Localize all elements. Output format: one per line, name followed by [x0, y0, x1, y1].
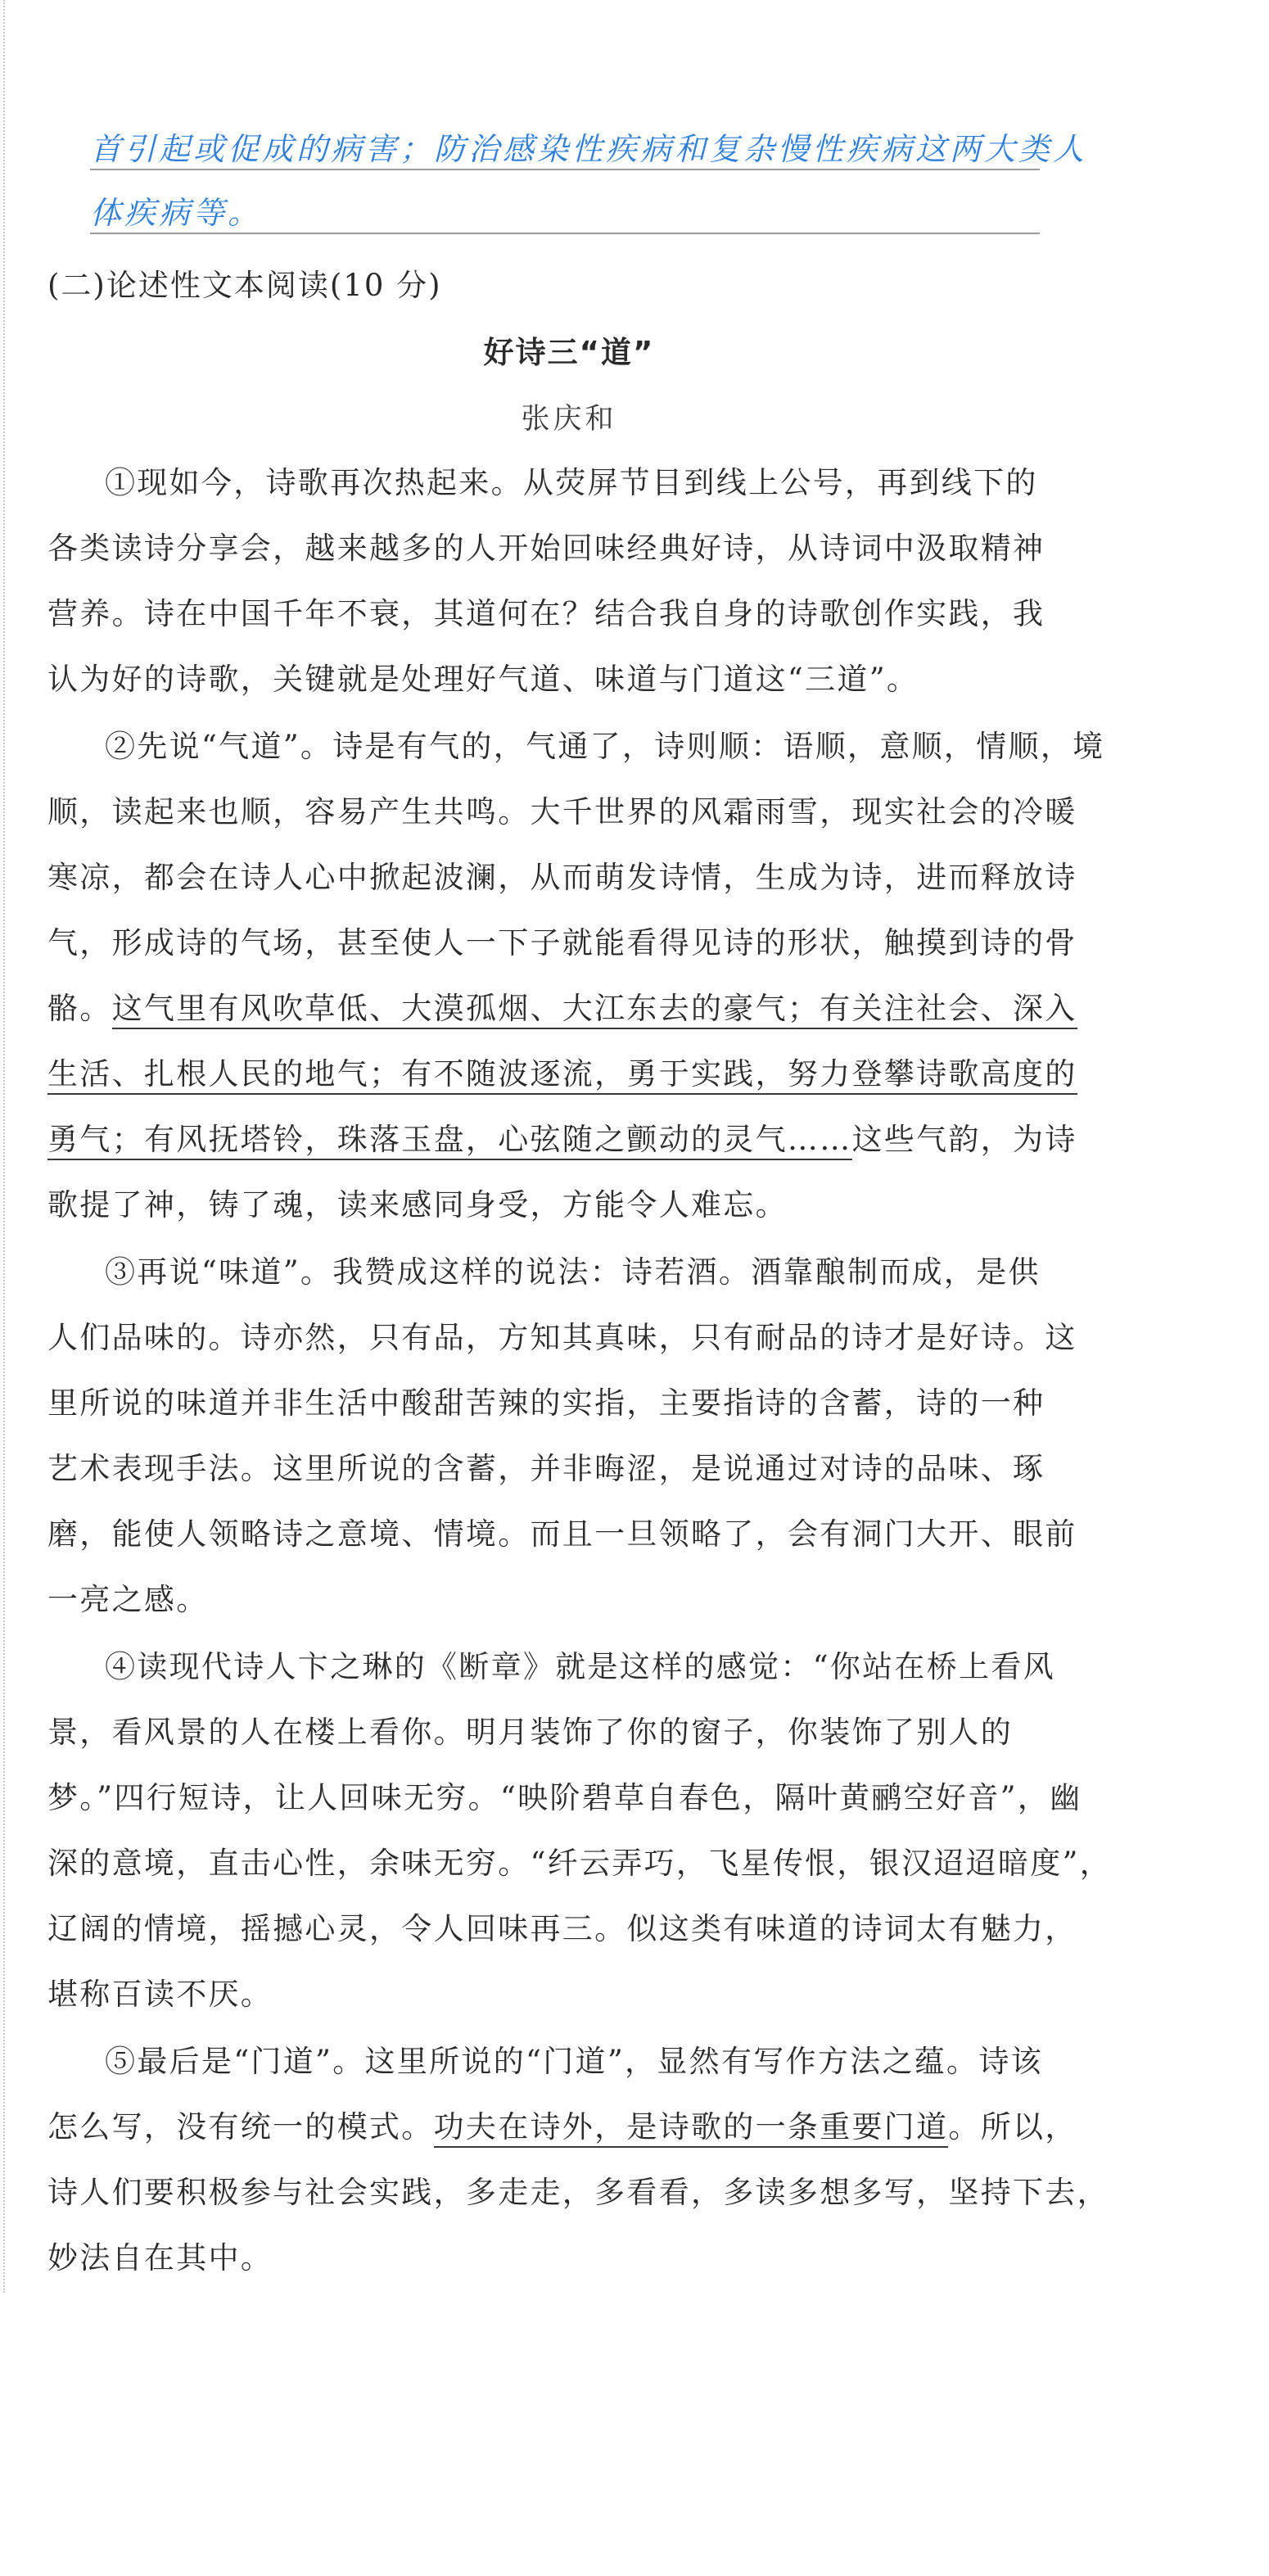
- paragraph-4-line: 辽阔的情境，摇撼心灵，令人回味再三。似这类有味道的诗词太有魅力，: [47, 1911, 1077, 1946]
- paragraph-4-line: 梦。”四行短诗，让人回味无穷。“映阶碧草自春色，隔叶黄鹂空好音”，幽: [47, 1780, 1082, 1815]
- paragraph-1-line: ①现如今，诗歌再次热起来。从荧屏节目到线上公号，再到线下的: [105, 465, 1038, 500]
- answer-rule-2: [90, 233, 1040, 234]
- paragraph-2-line: [47, 988, 1077, 1029]
- underlined-passage: 勇气；有风抚塔铃，珠落玉盘，心弦随之颤动的灵气……: [47, 1122, 852, 1160]
- paragraph-4-line: 景，看风景的人在楼上看你。明月装饰了你的窗子，你装饰了别人的: [47, 1715, 1013, 1750]
- paragraph-5-line: ⑤最后是“门道”。这里所说的“门道”，显然有写作方法之蕴。诗该: [105, 2044, 1043, 2079]
- paragraph-4-line: 深的意境，直击心性，余味无穷。“纤云弄巧，飞星传恨，银汉迢迢暗度”，: [47, 1846, 1113, 1881]
- paragraph-1-line: 各类读诗分享会，越来越多的人开始回味经典好诗，从诗词中汲取精神: [47, 531, 1045, 566]
- underlined-passage: 这气里有风吹草低、大漠孤烟、大江东去的豪气；有关注社会、深入: [112, 991, 1077, 1029]
- paragraph-5-line: 妙法自在其中。: [47, 2240, 273, 2275]
- underlined-passage: 生活、扎根人民的地气；有不随波逐流，勇于实践，努力登攀诗歌高度的: [47, 1056, 1077, 1095]
- paragraph-3-line: ③再说“味道”。我赞成这样的说法：诗若酒。酒靠酿制而成，是供: [105, 1254, 1041, 1290]
- paragraph-3-line: 艺术表现手法。这里所说的含蓄，并非晦涩，是说通过对诗的品味、琢: [47, 1451, 1045, 1486]
- section-heading: (二)论述性文本阅读(10 分): [47, 268, 442, 303]
- paragraph-4-line: ④读现代诗人卞之琳的《断章》就是这样的感觉：“你站在桥上看风: [105, 1649, 1055, 1684]
- paragraph-3-line: 一亮之感。: [47, 1582, 209, 1617]
- paragraph-5-line: [47, 2107, 1077, 2148]
- paragraph-2-line: 歌提了神，铸了魂，读来感同身受，方能令人难忘。: [47, 1187, 788, 1222]
- underlined-passage: 功夫在诗外，是诗歌的一条重要门道: [434, 2109, 949, 2148]
- paragraph-1-line: 营养。诗在中国千年不衰，其道何在？结合我自身的诗歌创作实践，我: [47, 596, 1045, 631]
- paragraph-2-line: ②先说“气道”。诗是有气的，气通了，诗则顺：语顺，意顺，情顺，境: [105, 729, 1105, 764]
- paragraph-5-line: 诗人们要积极参与社会实践，多走走，多看看，多读多想多写，坚持下去，: [47, 2175, 1109, 2210]
- article-author: 张庆和: [521, 403, 617, 436]
- paragraph-2-line: 顺，读起来也顺，容易产生共鸣。大千世界的风霜雨雪，现实社会的冷暖: [47, 794, 1077, 829]
- handwritten-answer-line-1: 首引起或促成的病害；防治感染性疾病和复杂慢性疾病这两大类人: [90, 131, 1088, 167]
- plain-text: 这些气韵，为诗: [851, 1122, 1077, 1157]
- article-title: 好诗三“道”: [483, 335, 655, 370]
- plain-text: 怎么写，没有统一的模式。: [47, 2109, 434, 2144]
- paragraph-3-line: 人们品味的。诗亦然，只有品，方知其真味，只有耐品的诗才是好诗。这: [47, 1320, 1077, 1355]
- paragraph-1-line: 认为好的诗歌，关键就是处理好气道、味道与门道这“三道”。: [47, 662, 919, 697]
- paragraph-2-line: 寒凉，都会在诗人心中掀起波澜，从而萌发诗情，生成为诗，进而释放诗: [47, 860, 1077, 895]
- answer-rule-1: [90, 169, 1040, 170]
- paragraph-3-line: 磨，能使人领略诗之意境、情境。而且一旦领略了，会有洞门大开、眼前: [47, 1516, 1077, 1552]
- plain-text: 。所以，: [948, 2109, 1077, 2144]
- paragraph-2-line: [47, 1054, 1077, 1095]
- paragraph-2-line: 气，形成诗的气场，甚至使人一下子就能看得见诗的形状，触摸到诗的骨: [47, 925, 1077, 960]
- handwritten-answer-line-2: 体疾病等。: [90, 195, 263, 231]
- paragraph-4-line: 堪称百读不厌。: [47, 1977, 273, 2012]
- paragraph-2-line: [47, 1119, 1077, 1160]
- paragraph-3-line: 里所说的味道并非生活中酸甜苦辣的实指，主要指诗的含蓄，诗的一种: [47, 1385, 1045, 1421]
- plain-text: 骼。: [47, 991, 112, 1026]
